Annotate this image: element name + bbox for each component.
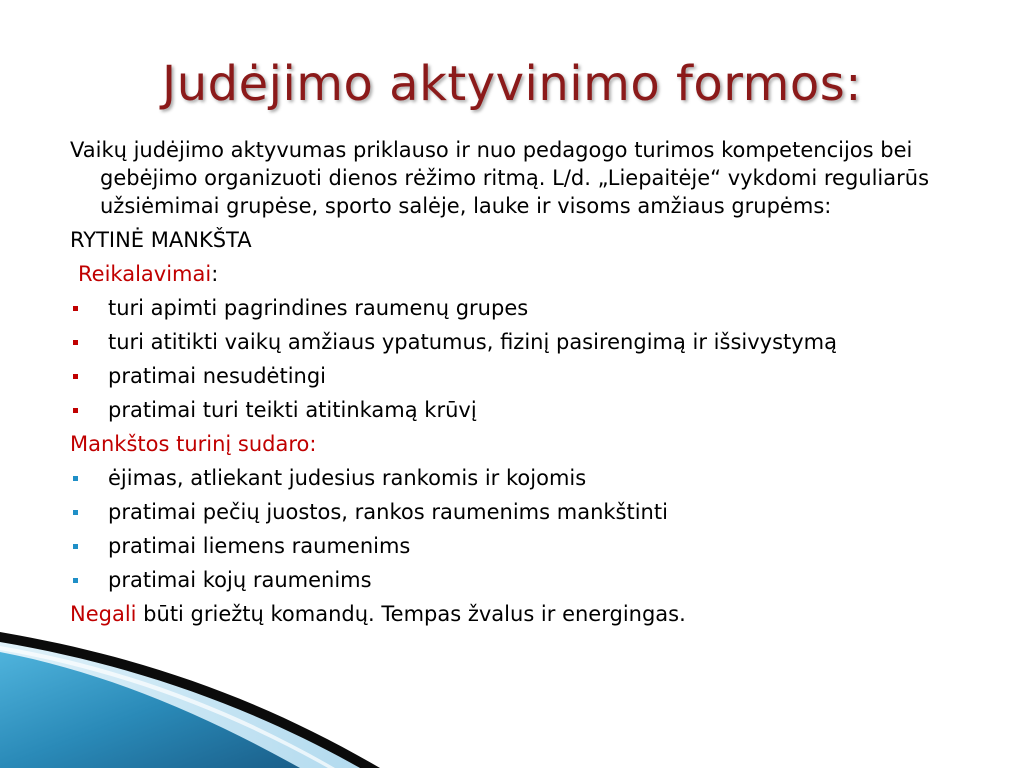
list-item	[70, 328, 960, 356]
closing-label: Negali	[70, 602, 137, 626]
list-item	[70, 362, 960, 390]
intro-paragraph: Vaikų judėjimo aktyvumas priklauso ir nuo pedagogo turimos kompetencijos bei gebėjimo organizuoti dienos rėžimo ritmą. L/d. „Liepaitėje“ vykdomi reguliarūs užsiėmimai grupėse, sporto salėje, lauke ir visoms amžiaus grupėms:	[70, 138, 930, 218]
square-bullet-icon	[73, 340, 78, 345]
closing-line	[70, 600, 960, 628]
decorative-swoosh	[0, 628, 1024, 768]
list-item-text: pratimai pečių juostos, rankos raumenims mankštinti	[108, 500, 668, 524]
slide-body	[70, 136, 960, 634]
list-item-text: pratimai turi teikti atitinkamą krūvį	[108, 398, 477, 422]
square-bullet-icon	[73, 408, 78, 413]
square-bullet-icon	[73, 544, 78, 549]
square-bullet-icon	[73, 578, 78, 583]
list-item	[70, 294, 960, 322]
square-bullet-icon	[73, 510, 78, 515]
section-heading: RYTINĖ MANKŠTA	[70, 228, 252, 252]
requirements-heading	[70, 260, 960, 288]
list-item	[70, 532, 960, 560]
list-item-text: ėjimas, atliekant judesius rankomis ir kojomis	[108, 466, 587, 490]
requirements-label: Reikalavimai	[78, 262, 212, 286]
content-heading: Mankštos turinį sudaro:	[70, 432, 317, 456]
square-bullet-icon	[73, 306, 78, 311]
closing-text: būti griežtų komandų. Tempas žvalus ir energingas.	[136, 602, 686, 626]
list-item	[70, 566, 960, 594]
list-item-text: pratimai kojų raumenims	[108, 568, 372, 592]
list-item	[70, 396, 960, 424]
list-item-text: pratimai liemens raumenims	[108, 534, 411, 558]
list-item-text: turi apimti pagrindines raumenų grupes	[108, 296, 529, 320]
list-item-text: pratimai nesudėtingi	[108, 364, 327, 388]
list-item-text: turi atitikti vaikų amžiaus ypatumus, fizinį pasirengimą ir išsivystymą	[108, 330, 838, 354]
slide-title: Judėjimo aktyvinimo formos:	[162, 56, 862, 112]
list-item	[70, 464, 960, 492]
square-bullet-icon	[73, 374, 78, 379]
list-item	[70, 498, 960, 526]
requirements-colon: :	[211, 262, 219, 286]
square-bullet-icon	[73, 476, 78, 481]
